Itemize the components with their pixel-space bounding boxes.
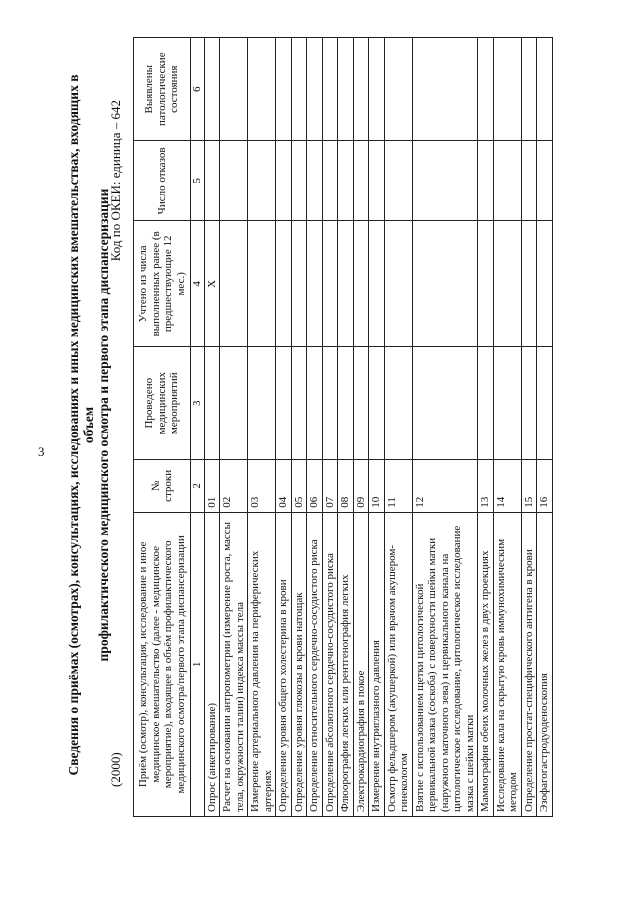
previously-done-cell [353,221,369,347]
refusals-cell [276,141,292,221]
measure-cell: Маммография обеих молочных желез в двух проекциях [478,512,494,816]
line-number-cell: 06 [307,460,323,513]
column-number: 1 [191,512,205,816]
pathology-cell [353,38,369,141]
line-number-cell: 12 [412,460,478,513]
line-number-cell: 03 [248,460,276,513]
table-row [276,38,292,817]
pathology-cell [204,38,220,141]
performed-cell [276,347,292,460]
line-number-cell: 16 [537,460,553,513]
header-line-number: № строки [134,460,191,513]
previously-done-cell [276,221,292,347]
table-row [412,38,478,817]
table-body [191,38,553,817]
line-number-cell: 13 [478,460,494,513]
previously-done-cell [322,221,338,347]
previously-done-cell [537,221,553,347]
table-row [291,38,307,817]
title-line-1: Сведения о приёмах (осмотрах), консультациях, исследованиях и иных медицинских вмешательствах, входящих в объем [66,74,96,776]
table-row [384,38,412,817]
column-number: 6 [191,38,205,141]
measure-cell: Определение уровня общего холестерина в крови [276,512,292,816]
refusals-cell [204,141,220,221]
line-number-cell: 11 [384,460,412,513]
refusals-cell [220,141,248,221]
performed-cell [353,347,369,460]
pathology-cell [493,38,521,141]
table-row [478,38,494,817]
column-number: 4 [191,221,205,347]
pathology-cell [537,38,553,141]
pathology-cell [291,38,307,141]
column-number: 3 [191,347,205,460]
previously-done-cell [248,221,276,347]
previously-done-cell [307,221,323,347]
title-line-2: профилактического медицинского осмотра и первого этапа диспансеризации [96,188,111,662]
performed-cell [291,347,307,460]
measure-cell: Определение уровня глюкозы в крови натощак [291,512,307,816]
table-row [248,38,276,817]
form-code: (2000) [108,752,123,787]
pathology-cell [307,38,323,141]
table-row [322,38,338,817]
measure-cell: Взятие с использованием щетки цитологической цервикальной мазка (соскоба) с поверхности шейки матки (наружного маточного зева) и цервикального канала на цитологическое исследование, цитологическое исследование мазка с шейки матки [412,512,478,816]
line-number-cell: 10 [369,460,385,513]
measure-cell: Определение простат-специфического антигена в крови [521,512,537,816]
measure-cell: Флюорография легких или рентгенография легких [338,512,354,816]
line-number-cell: 07 [322,460,338,513]
refusals-cell [412,141,478,221]
line-number-cell: 02 [220,460,248,513]
measure-cell: Определение относительного сердечно-сосудистого риска [307,512,323,816]
pathology-cell [322,38,338,141]
refusals-cell [384,141,412,221]
measure-cell: Измерение артериального давления на периферических артериях [248,512,276,816]
previously-done-cell [521,221,537,347]
header-row [134,38,191,817]
refusals-cell [322,141,338,221]
measure-cell: Расчет на основании антропометрии (измерение роста, массы тела, окружности талии) индекса массы тела [220,512,248,816]
column-number: 5 [191,141,205,221]
table-row [204,38,220,817]
line-number-cell: 15 [521,460,537,513]
measure-cell: Осмотр фельдшером (акушеркой) или врачом акушером-гинекологом [384,512,412,816]
performed-cell [537,347,553,460]
pathology-cell [384,38,412,141]
column-number-row [191,38,205,817]
refusals-cell [537,141,553,221]
table-row [521,38,537,817]
column-number: 2 [191,460,205,513]
refusals-cell [291,141,307,221]
performed-cell [412,347,478,460]
measure-cell: Эзофагогастродуоденоскопия [537,512,553,816]
document-title [66,65,111,785]
refusals-cell [353,141,369,221]
pathology-cell [276,38,292,141]
pathology-cell [478,38,494,141]
pathology-cell [369,38,385,141]
table-row [307,38,323,817]
form-table [133,37,553,817]
header-refusals: Число отказов [134,141,191,221]
pathology-cell [521,38,537,141]
table-row [493,38,521,817]
performed-cell [521,347,537,460]
refusals-cell [338,141,354,221]
measure-cell: Измерение внутриглазного давления [369,512,385,816]
performed-cell [307,347,323,460]
performed-cell [493,347,521,460]
header-pathology: Выявлены патологические состояния [134,38,191,141]
table-row [537,38,553,817]
measure-cell: Исследование кала на скрытую кровь иммунохимическим методом [493,512,521,816]
refusals-cell [248,141,276,221]
performed-cell [248,347,276,460]
pathology-cell [412,38,478,141]
pathology-cell [248,38,276,141]
performed-cell [478,347,494,460]
line-number-cell: 09 [353,460,369,513]
table-row [353,38,369,817]
refusals-cell [493,141,521,221]
measure-cell: Электрокардиография в покое [353,512,369,816]
previously-done-cell [369,221,385,347]
table-row [369,38,385,817]
refusals-cell [478,141,494,221]
performed-cell [384,347,412,460]
previously-done-cell [220,221,248,347]
refusals-cell [369,141,385,221]
previously-done-cell [493,221,521,347]
line-number-cell: 05 [291,460,307,513]
previously-done-cell [412,221,478,347]
previously-done-cell [384,221,412,347]
table-row [220,38,248,817]
performed-cell [204,347,220,460]
okei-code: Код по ОКЕИ: единица – 642 [108,100,123,262]
performed-cell [369,347,385,460]
previously-done-cell [478,221,494,347]
refusals-cell [521,141,537,221]
header-performed: Проведено медицинских мероприятий [134,347,191,460]
pathology-cell [338,38,354,141]
page-number: 3 [38,444,45,459]
line-number-cell: 14 [493,460,521,513]
performed-cell [220,347,248,460]
measure-cell: Определение абсолютного сердечно-сосудистого риска [322,512,338,816]
header-measure: Приём (осмотр), консультация, исследование и иное медицинское вмешательство (далее - медицинское мероприятие), входящее в объём профилактического медицинского осмотра/первого этапа диспансеризации [134,512,191,816]
performed-cell [322,347,338,460]
line-number-cell: 04 [276,460,292,513]
performed-cell [338,347,354,460]
previously-done-cell: X [204,221,220,347]
table-row [338,38,354,817]
pathology-cell [220,38,248,141]
line-number-cell: 01 [204,460,220,513]
header-previously-done: Учтено из числа выполненных ранее (в предшествующие 12 мес.) [134,221,191,347]
refusals-cell [307,141,323,221]
measure-cell: Опрос (анкетирование) [204,512,220,816]
previously-done-cell [291,221,307,347]
line-number-cell: 08 [338,460,354,513]
previously-done-cell [338,221,354,347]
